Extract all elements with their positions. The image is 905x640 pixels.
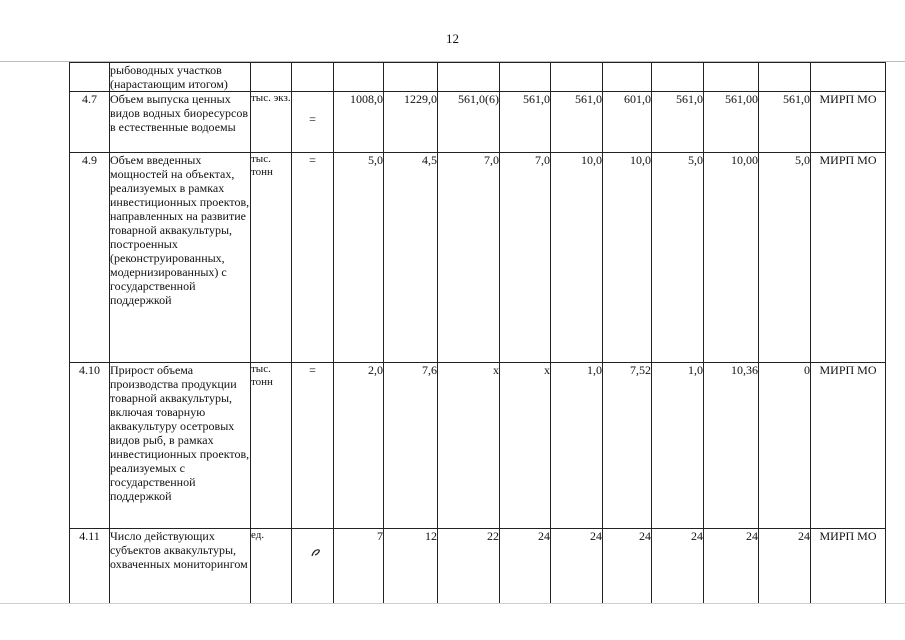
value-cell: 24 <box>603 529 652 604</box>
row-number <box>70 63 110 92</box>
value-cell <box>704 63 759 92</box>
value-cell <box>603 63 652 92</box>
value-cell <box>652 63 704 92</box>
value-cell <box>438 63 500 92</box>
value-cell: 561,0 <box>652 92 704 153</box>
value-cell: 561,0 <box>500 92 551 153</box>
value-cell: x <box>500 363 551 529</box>
value-cell: 561,0 <box>759 92 811 153</box>
indicator-name: Число действующих субъектов аквакультуры, охваченных мониторингом <box>110 529 251 604</box>
value-cell: 24 <box>704 529 759 604</box>
value-cell: 1,0 <box>551 363 603 529</box>
unit-cell: ед. <box>251 529 292 604</box>
sign-cell: = <box>292 92 334 153</box>
row-number: 4.10 <box>70 363 110 529</box>
sign-cell <box>292 529 334 604</box>
indicator-name: рыбоводных участков (нарастающим итогом) <box>110 63 251 92</box>
unit-cell: тыс. экз. <box>251 92 292 153</box>
value-cell: 1,0 <box>652 363 704 529</box>
value-cell <box>384 63 438 92</box>
unit-cell: тыс. тонн <box>251 363 292 529</box>
value-cell: 5,0 <box>652 153 704 363</box>
value-cell: 4,5 <box>384 153 438 363</box>
value-cell: 561,0(6) <box>438 92 500 153</box>
value-cell: 10,0 <box>603 153 652 363</box>
value-cell: 1229,0 <box>384 92 438 153</box>
value-cell: 7,0 <box>438 153 500 363</box>
value-cell: 561,00 <box>704 92 759 153</box>
indicator-table <box>69 62 886 604</box>
value-cell: 601,0 <box>603 92 652 153</box>
value-cell: 24 <box>551 529 603 604</box>
table-row <box>70 153 886 363</box>
indicator-name: Прирост объема производства продукции товарной аквакультуры, включая товарную аквакультуру осетровых видов рыб, в рамках инвестиционных проектов, реализуемых с государственной поддержкой <box>110 363 251 529</box>
value-cell <box>500 63 551 92</box>
source-cell: МИРП МО <box>811 529 886 604</box>
value-cell: 7,6 <box>384 363 438 529</box>
row-number: 4.11 <box>70 529 110 604</box>
value-cell <box>551 63 603 92</box>
value-cell <box>759 63 811 92</box>
source-cell <box>811 63 886 92</box>
row-number: 4.7 <box>70 92 110 153</box>
value-cell: 24 <box>759 529 811 604</box>
value-cell: 10,36 <box>704 363 759 529</box>
table-row <box>70 363 886 529</box>
value-cell: 5,0 <box>334 153 384 363</box>
value-cell: 24 <box>652 529 704 604</box>
value-cell: 7,0 <box>500 153 551 363</box>
unit-cell <box>251 63 292 92</box>
value-cell: 7 <box>334 529 384 604</box>
row-number: 4.9 <box>70 153 110 363</box>
value-cell: 10,0 <box>551 153 603 363</box>
value-cell: 10,00 <box>704 153 759 363</box>
value-cell: x <box>438 363 500 529</box>
sign-cell: = <box>292 363 334 529</box>
value-cell: 5,0 <box>759 153 811 363</box>
value-cell: 1008,0 <box>334 92 384 153</box>
sign-cell <box>292 63 334 92</box>
value-cell: 2,0 <box>334 363 384 529</box>
value-cell: 22 <box>438 529 500 604</box>
value-cell: 12 <box>384 529 438 604</box>
sign-cell: = <box>292 153 334 363</box>
page-number: 12 <box>446 31 459 46</box>
value-cell: 561,0 <box>551 92 603 153</box>
handwritten-mark-icon <box>311 547 321 561</box>
unit-cell: тыс. тонн <box>251 153 292 363</box>
source-cell: МИРП МО <box>811 92 886 153</box>
value-cell: 0 <box>759 363 811 529</box>
table-row <box>70 529 886 604</box>
table-row <box>70 63 886 92</box>
indicator-name: Объем введенных мощностей на объектах, реализуемых в рамках инвестиционных проектов, направленных на развитие товарной аквакультуры, построенных (реконструированных, модернизированных) с государственной поддержкой <box>110 153 251 363</box>
value-cell: 24 <box>500 529 551 604</box>
table-row <box>70 92 886 153</box>
indicator-name: Объем выпуска ценных видов водных биоресурсов в естественные водоемы <box>110 92 251 153</box>
source-cell: МИРП МО <box>811 153 886 363</box>
scan-edge-line <box>0 603 905 604</box>
value-cell: 7,52 <box>603 363 652 529</box>
value-cell <box>334 63 384 92</box>
source-cell: МИРП МО <box>811 363 886 529</box>
